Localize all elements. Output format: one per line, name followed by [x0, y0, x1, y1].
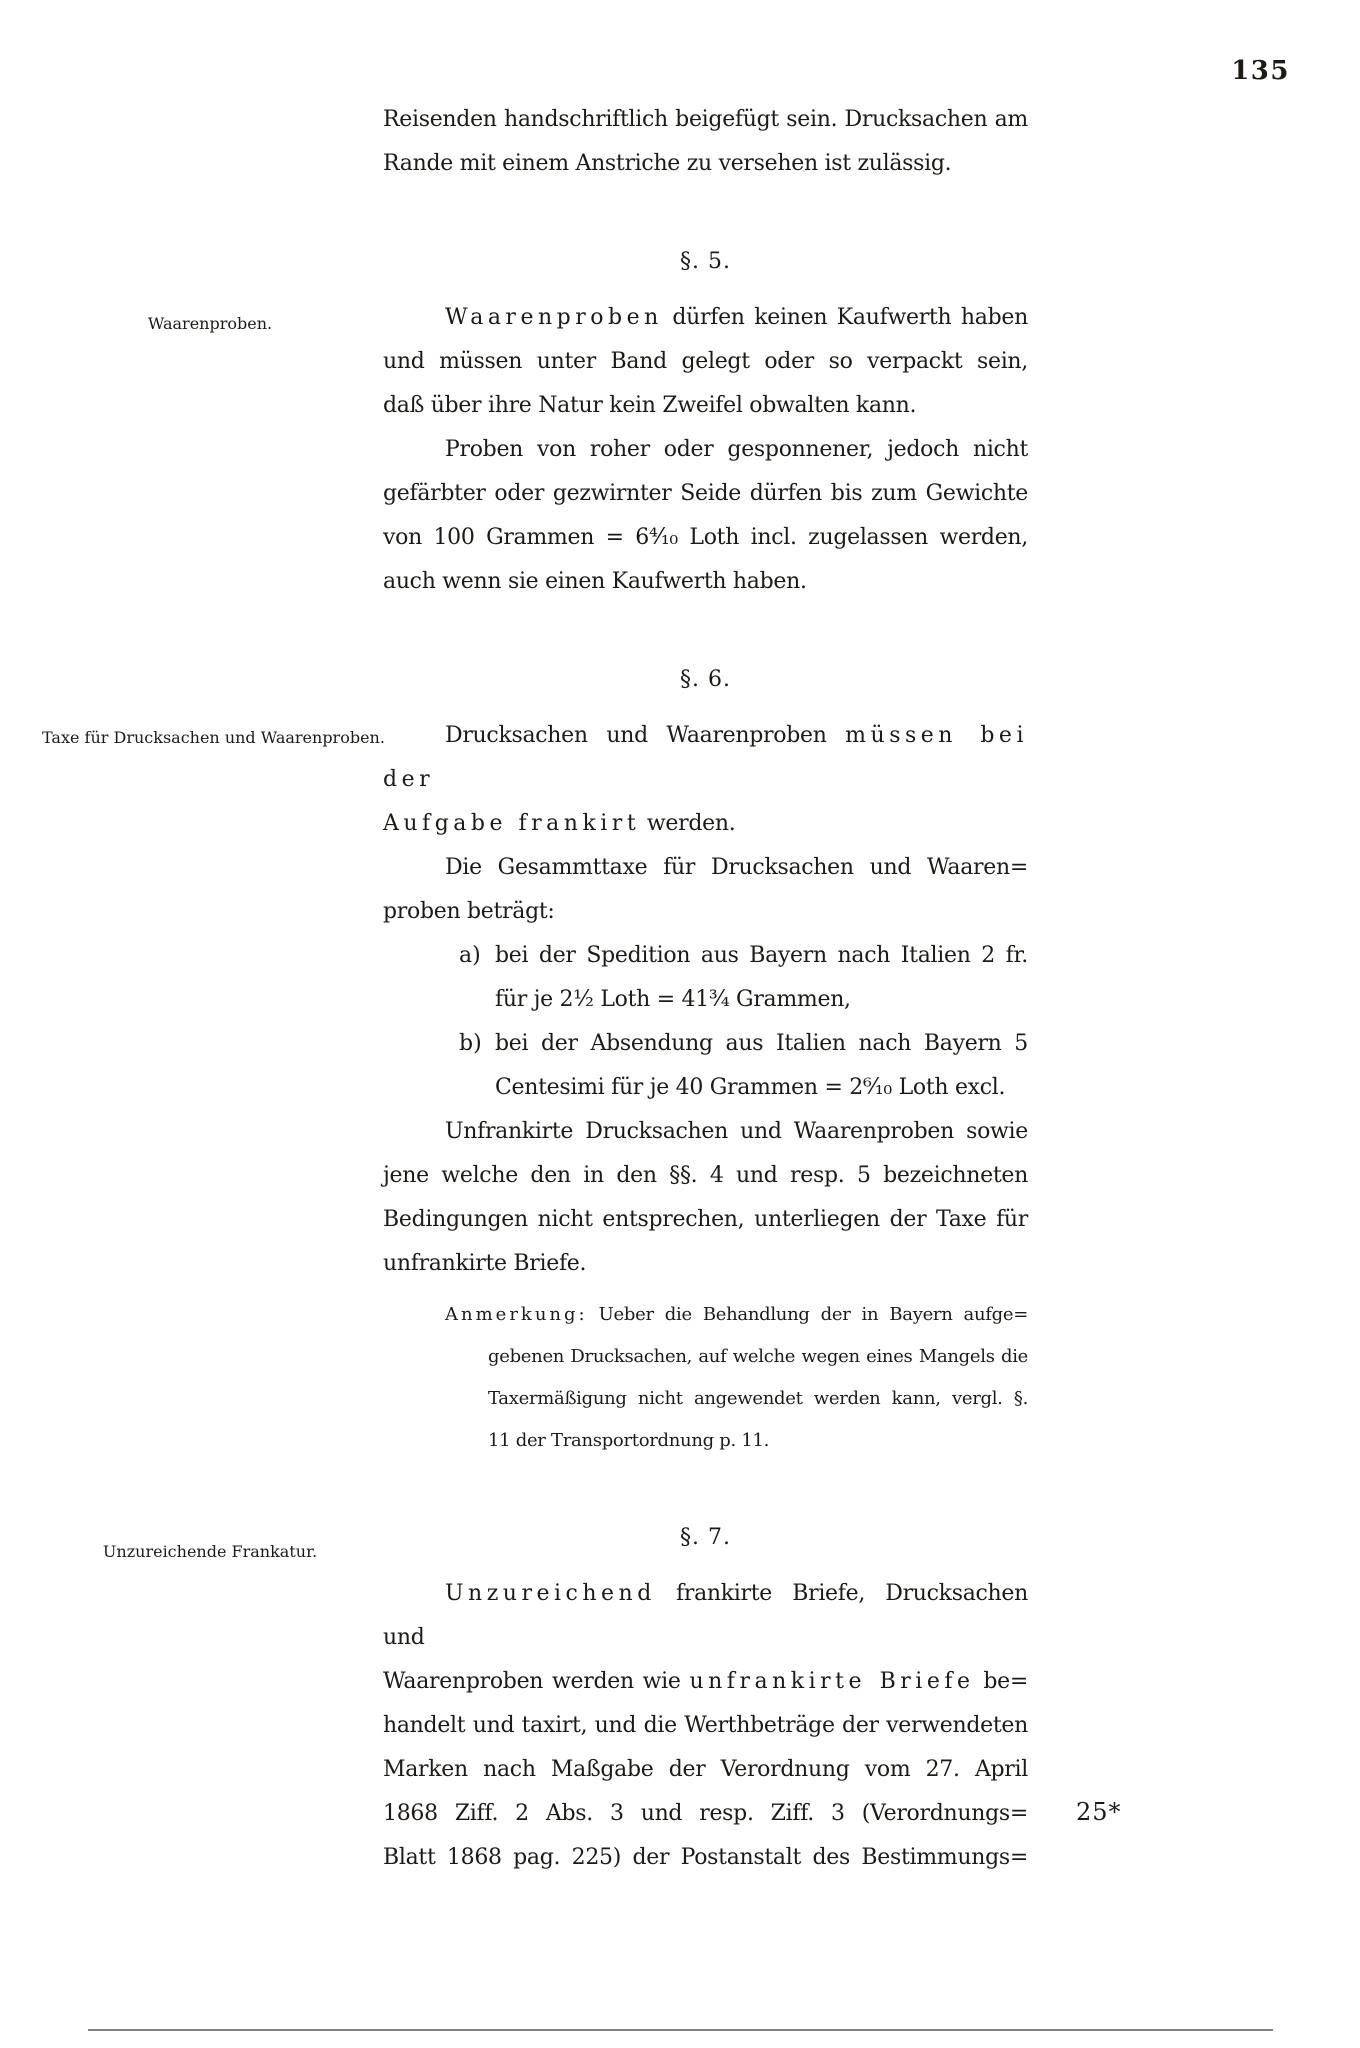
- text-segment: frankirte Briefe, Drucksachen und: [383, 1581, 1028, 1650]
- text-line: Marken nach Maßgabe der Verordnung vom 27. April: [383, 1757, 1028, 1782]
- section-heading-6: §. 6.: [680, 667, 731, 692]
- text-line: Unfrankirte Drucksachen und Waarenproben sowie: [445, 1119, 1028, 1144]
- text-line: auch wenn sie einen Kaufwerth haben.: [383, 569, 807, 594]
- section-6-paragraph-1: [383, 714, 1028, 846]
- text-line: für je 2¹⁄₂ Loth = 41³⁄₄ Grammen,: [495, 987, 851, 1012]
- text-line: und müssen unter Band gelegt oder so verpackt sein,: [383, 349, 1028, 374]
- text-line: 11 der Transportordnung p. 11.: [488, 1430, 770, 1451]
- section-7-paragraph-1: [383, 1572, 1028, 1880]
- text-line: Rande mit einem Anstriche zu versehen ist zulässig.: [383, 151, 952, 176]
- text-segment: bei der Absendung aus Italien nach Bayern 5: [495, 1031, 1028, 1056]
- text-segment: bei der Spedition aus Bayern nach Italien 2 fr.: [495, 943, 1028, 968]
- section-5-paragraph-2: [383, 428, 1028, 604]
- text-line: [383, 714, 1028, 802]
- list-marker: b): [459, 1031, 482, 1056]
- text-line: Proben von roher oder gesponnener, jedoch nicht: [445, 437, 1028, 462]
- text-segment: Waarenproben werden wie: [383, 1669, 690, 1694]
- remark-label: Anmerkung:: [445, 1304, 588, 1325]
- text-line: [383, 1022, 1028, 1066]
- text-line: Reisenden handschriftlich beigefügt sein. Drucksachen am: [383, 107, 1028, 132]
- section-heading-7: §. 7.: [680, 1525, 731, 1550]
- section-heading-5: §. 5.: [680, 249, 731, 274]
- text-line: proben beträgt:: [383, 899, 555, 924]
- text-line: handelt und taxirt, und die Werthbeträge der verwendeten: [383, 1713, 1028, 1738]
- text-line: unfrankirte Briefe.: [383, 1251, 587, 1276]
- text-line: von 100 Grammen = 6⁴⁄₁₀ Loth incl. zugelassen werden,: [383, 525, 1028, 550]
- list-marker: a): [459, 943, 481, 968]
- continuation-paragraph: [383, 98, 1028, 186]
- text-line: [383, 802, 1028, 846]
- text-line: Taxermäßigung nicht angewendet werden kann, vergl. §.: [488, 1388, 1028, 1409]
- section-6-paragraph-2: [383, 846, 1028, 934]
- text-line: [383, 1572, 1028, 1660]
- text-line: jene welche den in den §§. 4 und resp. 5 bezeichneten: [383, 1163, 1028, 1188]
- text-line: Bedingungen nicht entsprechen, unterliegen der Taxe für: [383, 1207, 1028, 1232]
- emphasized-text: müssen bei der: [383, 723, 1028, 792]
- text-line: [383, 934, 1028, 978]
- margin-note-frankatur: Unzureichende Frankatur.: [102, 1542, 318, 1561]
- margin-note-waarenproben: Waarenproben.: [147, 314, 273, 333]
- text-line: daß über ihre Natur kein Zweifel obwalten kann.: [383, 393, 917, 418]
- text-line: [383, 1294, 1028, 1336]
- text-segment: werden.: [640, 811, 736, 836]
- page-number: 135: [1231, 56, 1290, 86]
- text-line: 1868 Ziff. 2 Abs. 3 und resp. Ziff. 3 (Verordnungs=: [383, 1801, 1028, 1826]
- text-line: [383, 296, 1028, 340]
- text-line: gefärbter oder gezwirnter Seide dürfen bis zum Gewichte: [383, 481, 1028, 506]
- emphasized-text: Aufgabe frankirt: [383, 811, 641, 836]
- signature-mark: 25*: [1076, 1798, 1122, 1826]
- text-line: Die Gesammttaxe für Drucksachen und Waaren=: [445, 855, 1028, 880]
- text-line: Centesimi für je 40 Grammen = 2⁶⁄₁₀ Loth excl.: [495, 1075, 1006, 1100]
- list-item-a: [383, 934, 1028, 1022]
- margin-note-taxe: Taxe für Drucksachen und Waarenproben.: [42, 728, 385, 747]
- section-5-paragraph-1: [383, 296, 1028, 428]
- section-6-paragraph-3: [383, 1110, 1028, 1286]
- text-line: Blatt 1868 pag. 225) der Postanstalt des Bestimmungs=: [383, 1845, 1028, 1870]
- list-item-b: [383, 1022, 1028, 1110]
- text-segment: Ueber die Behandlung der in Bayern aufge=: [587, 1304, 1028, 1325]
- text-segment: be=: [974, 1669, 1028, 1694]
- text-segment: Drucksachen und Waarenproben: [445, 723, 846, 748]
- emphasized-text: unfrankirte Briefe: [689, 1669, 975, 1694]
- remark-block: [383, 1294, 1028, 1462]
- text-line: [383, 1660, 1028, 1704]
- text-line: gebenen Drucksachen, auf welche wegen eines Mangels die: [488, 1346, 1028, 1367]
- text-segment: dürfen keinen Kaufwerth haben: [662, 305, 1028, 330]
- text-column: [383, 0, 1028, 1880]
- emphasized-text: Unzureichend: [445, 1581, 656, 1606]
- scan-artifact-rule: [88, 2029, 1273, 2031]
- emphasized-term: Waarenproben: [445, 305, 663, 330]
